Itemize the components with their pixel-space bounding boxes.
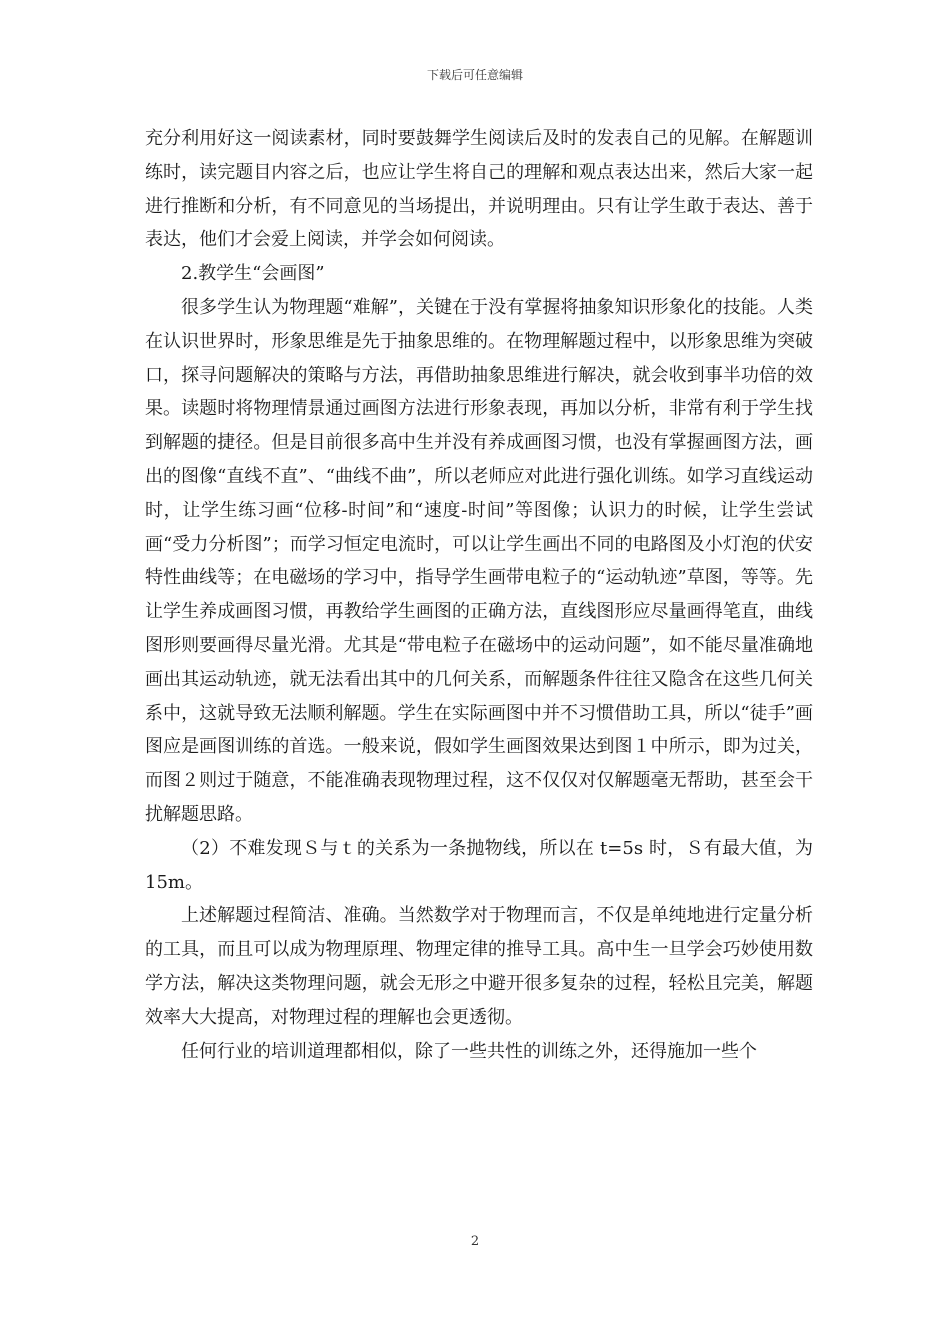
paragraph-parabola-answer: （2）不难发现Ｓ与ｔ的关系为一条抛物线，所以在 t=5s 时，Ｓ有最大值，为 15m。 [145, 837, 813, 893]
section-heading-drawing: 2.教学生“会画图” [181, 263, 325, 285]
paragraph-drawing-skills: 很多学生认为物理题“难解”，关键在于没有掌握将抽象知识形象化的技能。人类在认识世界时，形象思维是先于抽象思维的。在物理解题过程中，以形象思维为突破口，探寻问题解决的策略与方法，再借助抽象思维进行解决，就会收到事半功倍的效果。读题时将物理情景通过画图方法进行形象表现，再加以分析，非常有利于学生找到解题的捷径。但是目前很多高中生并没有养成画图习惯，也没有掌握画图方法，画出的图像“直线不直”、“曲线不曲”，所以老师应对此进行强化训练。如学习直线运动时，让学生练习画“位移-时间”和“速度-时间”等图像；认识力的时候，让学生尝试画“受力分析图”；而学习恒定电流时，可以让学生画出不同的电路图及小灯泡的伏安特性曲线等；在电磁场的学习中，指导学生画带电粒子的“运动轨迹”草图，等等。先让学生养成画图习惯，再教给学生画图的正确方法，直线图形应尽量画得笔直，曲线图形则要画得尽量光滑。尤其是“带电粒子在磁场中的运动问题”，如不能尽量准确地画出其运动轨迹，就无法看出其中的几何关系，而解题条件往往又隐含在这些几何关系中，这就导致无法顺利解题。学生在实际画图中并不习惯借助工具，所以“徒手”画图应是画图训练的首选。一般来说，假如学生画图效果达到图１中所示，即为过关，而图２则过于随意，不能准确表现物理过程，这不仅仅对仅解题毫无帮助，甚至会干扰解题思路。 [145, 296, 813, 825]
paragraph-training: 任何行业的培训道理都相似，除了一些共性的训练之外，还得施加一些个 [181, 1040, 757, 1062]
paragraph-math-tools: 上述解题过程简洁、准确。当然数学对于物理而言，不仅是单纯地进行定量分析的工具，而且可以成为物理原理、物理定律的推导工具。高中生一旦学会巧妙使用数学方法，解决这类物理问题，就会无形之中避开很多复杂的过程，轻松且完美，解题效率大大提高，对物理过程的理解也会更透彻。 [145, 905, 813, 1028]
document-body [145, 122, 813, 1068]
paragraph-reading-continued: 充分利用好这一阅读素材，同时要鼓舞学生阅读后及时的发表自己的见解。在解题训练时，读完题目内容之后，也应让学生将自己的理解和观点表达出来，然后大家一起进行推断和分析，有不同意见的当场提出，并说明理由。只有让学生敢于表达、善于表达，他们才会爱上阅读，并学会如何阅读。 [145, 128, 813, 251]
page-header: 下载后可任意编辑 [426, 68, 523, 82]
page-number: 2 [470, 1234, 480, 1249]
